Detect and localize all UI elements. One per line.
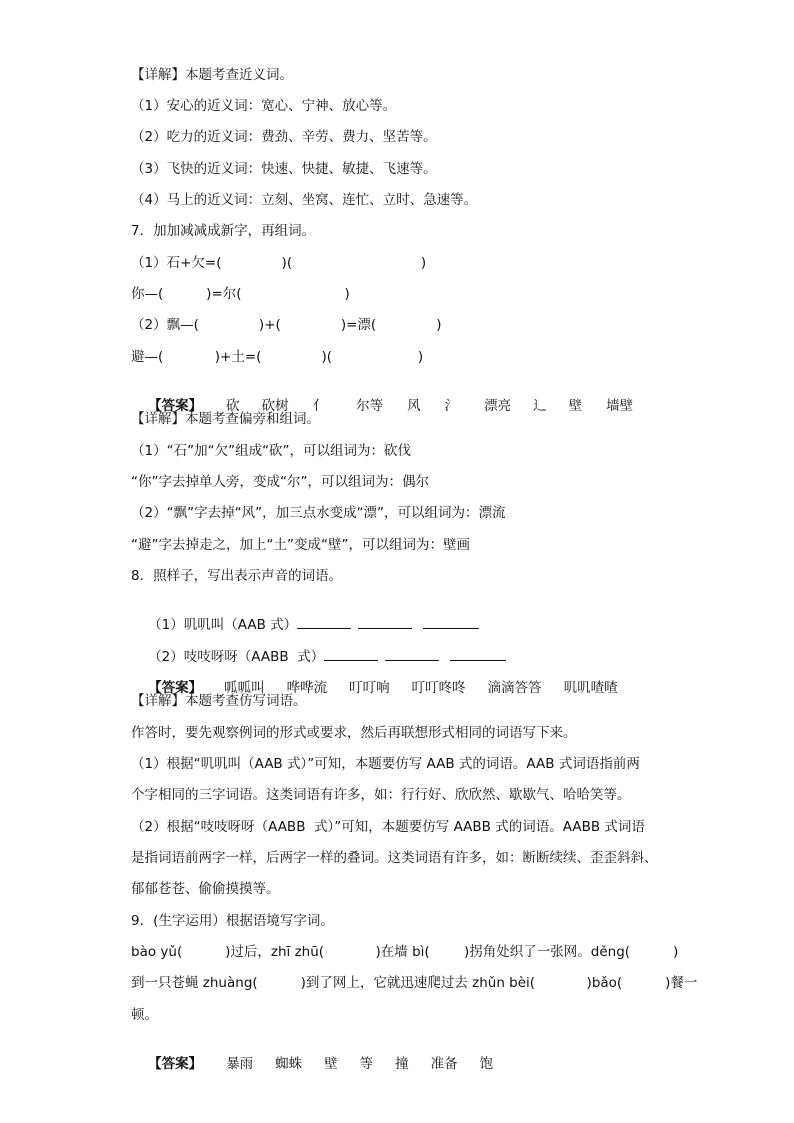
question-7-title: 7．加加减减成新字，再组词。: [131, 223, 316, 239]
answer-item: 辶: [533, 398, 547, 414]
blank-line: [324, 648, 378, 661]
blank-line: [385, 648, 439, 661]
question-9-title: 9．(生字运用）根据语境写字词。: [131, 913, 334, 929]
question-text: （1）叽叽叫（AAB 式）: [148, 617, 298, 633]
blank-line: [297, 616, 351, 629]
answer-item: 砍: [226, 398, 240, 414]
question-8-title: 8．照样子，写出表示声音的词语。: [131, 568, 343, 584]
question-line: （2）飘—( )+( )=漂( ): [131, 317, 442, 333]
detail-line: “避”字去掉走之，加上“土”变成“壁”，可以组词为：壁画: [131, 537, 470, 553]
detail-line: （2）“飘”字去掉“风”，加三点水变成“漂”，可以组词为：漂流: [131, 505, 506, 521]
answer-item: 撞: [395, 1056, 409, 1072]
answer-item: 等: [359, 1056, 374, 1072]
answer-label: 【答案】: [148, 398, 203, 414]
answer-item: 亻: [312, 398, 327, 414]
answer-item: 尔等: [356, 398, 384, 414]
question-line: 避—( )+土=( )( ): [131, 349, 424, 365]
answer-item: 哗哗流: [286, 680, 328, 696]
detail-line: （1）“石”加“欠”组成“砍”，可以组词为：砍伐: [131, 443, 412, 459]
answer-item: 叽叽喳喳: [563, 680, 618, 696]
answer-label: 【答案】: [148, 680, 203, 696]
answer-item: 氵: [444, 398, 459, 414]
answer-row-9: [131, 1037, 493, 1091]
detail-line: “你”字去掉单人旁，变成“尔”，可以组词为：偶尔: [131, 474, 429, 490]
question-text: （2）吱吱呀呀（AABB 式）: [148, 649, 325, 665]
detail-heading-8: 【详解】本题考查仿写词语。: [131, 693, 307, 709]
answer-item: 壁: [568, 398, 583, 414]
detail-line: 是指词语前两字一样，后两字一样的叠词。这类词语有许多，如：断断续续、歪歪斜斜、: [131, 850, 658, 866]
answer-item: 漂亮: [484, 398, 512, 414]
detail-line: （2）根据“吱吱呀呀（AABB 式）”可知，本题要仿写 AABB 式的词语。AABB 式词语: [131, 819, 645, 835]
blank-line: [450, 648, 506, 661]
detail-line: （3）飞快的近义词：快速、快捷、敏捷、飞速等。: [131, 161, 437, 177]
answer-item: 壁: [324, 1056, 338, 1072]
question-line: （1）石+欠=( )( ): [131, 255, 427, 271]
detail-heading-1: 【详解】本题考查近义词。: [131, 67, 293, 83]
answer-item: 叮叮响: [349, 680, 390, 696]
answer-item: 滴滴答答: [487, 680, 542, 696]
answer-item: 暴雨: [226, 1056, 254, 1072]
detail-heading-7: 【详解】本题考查偏旁和组词。: [131, 411, 320, 427]
detail-line: 作答时，要先观察例词的形式或要求，然后再联想形式相同的词语写下来。: [131, 725, 577, 741]
answer-item: 呱呱叫: [224, 680, 265, 696]
detail-line: （1）安心的近义词：宽心、宁神、放心等。: [131, 98, 397, 114]
question-line: 顿。: [131, 1007, 158, 1023]
blank-line: [423, 616, 479, 629]
question-line: 你—( )=尔( ): [131, 286, 350, 302]
answer-item: 砍树: [261, 398, 289, 414]
detail-line: （4）马上的近义词：立刻、坐窝、连忙、立时、急速等。: [131, 192, 478, 208]
detail-line: 个字相同的三字词语。这类词语有许多，如：行行好、欣欣然、歇歇气、哈哈笑等。: [131, 787, 631, 803]
detail-line: 郁郁苍苍、偷偷摸摸等。: [131, 881, 280, 897]
answer-item: 蜘蛛: [275, 1056, 303, 1072]
answer-item: 风: [407, 398, 421, 414]
question-line: 到一只苍蝇 zhuàng( )到了网上，它就迅速爬过去 zhǔn bèi( )bǎo( )餐一: [131, 975, 698, 991]
answer-item: 叮叮咚咚: [411, 680, 466, 696]
answer-item: 墙壁: [606, 398, 634, 414]
detail-line: （1）根据“叽叽叫（AAB 式）”可知，本题要仿写 AAB 式的词语。AAB 式词语指前两: [131, 756, 640, 772]
question-line: bào yǔ( )过后，zhī zhū( )在墙 bì( )拐角处织了一张网。děng( ): [131, 944, 679, 960]
answer-item: 饱: [479, 1056, 494, 1072]
answer-item: 准备: [430, 1056, 458, 1072]
answer-label: 【答案】: [148, 1056, 203, 1072]
detail-line: （2）吃力的近义词：费劲、辛劳、费力、坚苦等。: [131, 129, 437, 145]
blank-line: [358, 616, 412, 629]
